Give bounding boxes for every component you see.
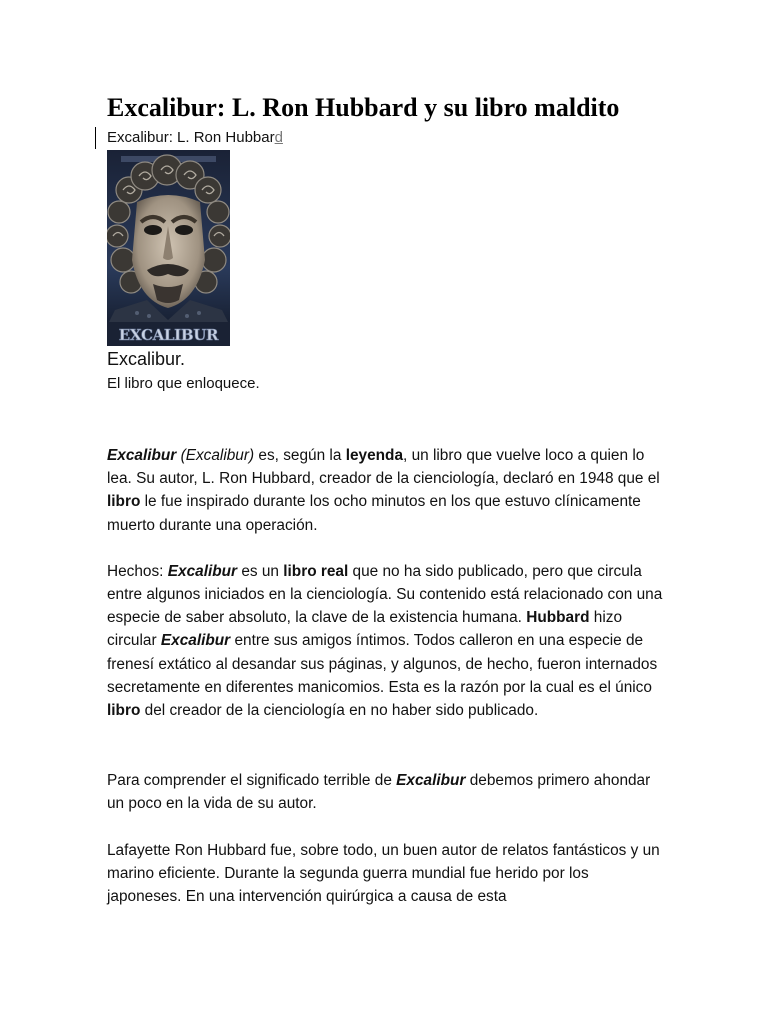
section-subheading: Excalibur. — [107, 349, 186, 369]
cover-label: EXCALIBUR — [118, 326, 219, 344]
page-title: Excalibur: L. Ron Hubbard y su libro maldito — [107, 93, 620, 122]
paragraph-3 — [107, 769, 667, 815]
p4-text: Lafayette Ron Hubbard fue, sobre todo, un buen autor de relatos fantásticos y un marino eficiente. Durante la segunda guerra mundial fue herido por los japoneses. En una intervención quirúrgica a causa de esta — [107, 841, 660, 906]
p2-text: Hechos: — [107, 562, 168, 580]
p1-text: le fue inspirado durante los ocho minutos en los que estuvo clínicamente muerto durante una operación. — [107, 493, 641, 534]
p2-term: Excalibur — [160, 632, 231, 650]
book-cover-illustration — [107, 150, 230, 346]
document-page — [107, 92, 667, 908]
p1-bold-leyenda: leyenda — [345, 447, 404, 464]
p2-term: Excalibur — [167, 562, 238, 580]
p1-term: Excalibur — [107, 447, 177, 464]
p1-text: es, según la — [254, 447, 346, 464]
p3-text: debemos primero ahondar un poco en la vida de su autor. — [107, 772, 651, 813]
paragraph-1 — [107, 444, 667, 537]
p2-bold-libro-real: libro real — [283, 562, 349, 580]
p1-text: , un libro que vuelve loco a quien lo lea. Su autor, L. Ron Hubbard, creador de la cienciología, declaró en 1948 que el — [107, 447, 660, 488]
p2-text: hizo circular — [107, 609, 623, 650]
image-caption — [107, 128, 667, 148]
caption-text: Excalibur: L. Ron Hubbar — [107, 129, 275, 146]
p2-bold-libro: libro — [107, 702, 141, 720]
caption-link-fragment[interactable]: d — [274, 129, 283, 146]
p2-text: que no ha sido publicado, pero que circula entre algunos iniciados en la cienciología. Su contenido está relacionado con una especie de saber absoluto, la clave de la existencia humana. — [107, 562, 663, 627]
tagline: El libro que enloquece. — [107, 375, 260, 392]
p2-text: es un — [237, 562, 284, 580]
p1-alt-title: (Excalibur) — [176, 447, 255, 464]
p1-bold-libro: libro — [107, 493, 141, 511]
p3-term: Excalibur — [396, 772, 466, 790]
paragraph-4 — [107, 839, 667, 909]
paragraph-2 — [107, 560, 667, 722]
text-cursor — [95, 127, 96, 149]
p2-bold-hubbard: Hubbard — [526, 609, 590, 627]
p2-text: del creador de la cienciología en no haber sido publicado. — [140, 702, 539, 720]
book-cover-image — [107, 150, 230, 346]
p3-text: Para comprender el significado terrible de — [107, 772, 397, 790]
p2-text: entre sus amigos íntimos. Todos calleron en una especie de frenesí extático al desandar sus páginas, y algunos, de hecho, fueron internados secretamente en diferentes manicomios. Esta es la razón por la cual es el único — [107, 632, 658, 696]
